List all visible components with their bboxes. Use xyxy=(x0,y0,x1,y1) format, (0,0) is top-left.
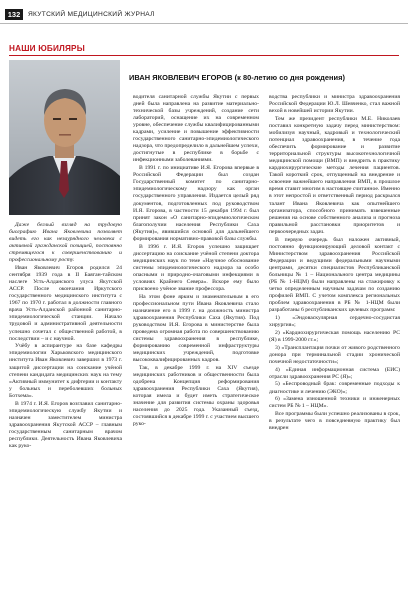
paragraph: Иван Яковлевич Егоров родился 24 сентября 1939 года в II Баяган-тайском наслеге Усть-Алданского улуса Якутской АССР. После окончания Иркутского государственного медицинского института с 1967 по 1970 г. работал в должности главного врача Усть-Алданской районной санитарно-эпидемиологической станции. Начало трудовой и административной деятельности успешно сочетал с общественной работой, в последствии – и с научной. xyxy=(9,265,122,342)
paragraph: В 1974 г. И.Я. Егоров возглавил санитарно-эпидемиологическую службу Якутии и назначен заместителем министра здравоохранения Якутской АССР – главным государственным санитарным врачом республики. Деятельность Ивана Яковлевича как руко- xyxy=(9,400,122,449)
text-column-3 xyxy=(269,94,400,586)
text-column-1 xyxy=(9,222,122,584)
paragraph: В первую очередь был наложен активный, постоянно функционирующий деловой контакт с Министерством здравоохранения Российской Федерации и ведущими федеральными научными центрами, десятки специалистов Республиканской больницы № 1 – Национального центра медицины (РБ № 1-НЦМ) были направлены на стажировку к четко определенным научным задачам по созданию профилей ВМП. С учетом комплекса региональных проблем здравоохранения в РБ № 1-НЦМ были разработаны 6 республиканских целевых программ: xyxy=(269,236,400,313)
journal-header xyxy=(0,0,408,24)
paragraph: Тем же президент республики М.Е. Николаев поставил конкретную задачу перед министерством: мобилизуя научный, кадровый и технологический потенциал здравоохранения, в течение года обеспечить формирование и развитие территориальной структуры высокотехнологичной медицинской помощи (ВМП) и внедрить в практику кардиохирургические методы лечения пациентов. Такой короткий срок, отпущенный на внедрение и освоение важнейшего направления ВМП, в прошлое время ставит многим в настоящее считанное. Именно в этот непростой и ответственный период раскрылся талант Ивана Яковлевича как опытнейшего организатора, способного принимать взвешенные решения на основе собственного анализа и прогноза правильной расстановки приоритетов и первоочередных задач. xyxy=(269,115,400,235)
list-item: 5) «Беспроводный брак: современные подходы к диагностике и лечению (ЭКО)»; xyxy=(269,381,400,395)
list-item: 3) «Трансплантация почки от живого родственного донора при терминальной стадии хронической почечной недостаточности»; xyxy=(269,344,400,365)
paragraph: Учёбу в аспирантуре на базе кафедры эпидемиологии Харьковского медицинского института Иван Яковлевич завершил в 1973 г. защитой диссертации на соискание учёной степени кандидата медицинских наук на тему «Активный иммунитет к дифтерии и контакту у больных и переболевших больных Ботхема». xyxy=(9,343,122,399)
paragraph: В 1996 г. И.Я. Егоров успешно защищает диссертацию на соискание учёной степени доктора медицинских наук по теме «Научное обоснование системы эпидемиологического надзора за особо опасными и природно-очаговыми инфекциями в условиях Крайнего Севера». Вскоре ему было присвоено учёное звание профессора. xyxy=(133,243,259,292)
journal-title: ЯКУТСКИЙ МЕДИЦИНСКИЙ ЖУРНАЛ xyxy=(28,11,155,18)
paragraph: водителя санитарной службы Якутии с первых дней была направлена на развитие материально-технической базы учреждений, создание сети лабораторий, оснащение их на современном уровне, обеспечение службы квалифицированными кадрами, усиление и повышение эффективности государственного санитарно-эпидемиологического надзора, что предопределило в дальнейшем успехи, достигнутые в республике в борьбе с инфекционными заболеваниями. xyxy=(133,94,259,164)
list-item: 2) «Кардиохирургическая помощь населению РС (Я) в 1999-2000 гг.»; xyxy=(269,329,400,343)
paragraph: На этом фоне ярким и знаменательным в его профессиональном пути Ивана Яковлевича стало назначение его в 1999 г. на должность министра здравоохранения Республики Саха (Якутия). Под руководством И.Я. Егорова в министерстве была проведена огромная работа по совершенствованию системы здравоохранения в республике, формированию современной инфраструктуры медицинских учреждений, подготовке высококвалифицированных кадров. xyxy=(133,293,259,364)
section-title: НАШИ ЮБИЛЯРЫ xyxy=(9,44,399,56)
paragraph: В 1991 г. по инициативе И.Я. Егорова впервые в Российской Федерации был создан Государственный комитет по санитарно-эпидемиологическому надзору как орган государственного управления. Издается целый ряд документов, подготовленных под руководством И.Я. Егорова, в частности 15 декабря 1994 г. был принят закон «О санитарно-эпидемиологическом благополучии населения Республики Саха (Якутия)», явившийся основой для дальнейшего формирования нормативно-правовой базы службы. xyxy=(133,165,259,242)
article-title: ИВАН ЯКОВЛЕВИЧ ЕГОРОВ (к 80-летию со дня рождения) xyxy=(129,73,345,82)
list-item: 1) «Эндоваскулярная сердечно-сосудистая хирургия»; xyxy=(269,314,400,328)
paragraph: Так, в декабре 1999 г. на XIV съезде медицинских работников и общественности была одобрена Концепция реформирования здравоохранения Республики Саха (Якутия), которая имела и будет иметь стратегическое значение для развития системы охраны здоровья населения до 2025 года. Указанный съезд, состоявшийся в декабре 1999 г. с участием высшего руко- xyxy=(133,364,259,428)
text-column-2 xyxy=(133,94,259,586)
paragraph: водства республики и министра здравоохранения Российской Федерации Ю.Л. Шевченко, стал важной вехой в новейшей истории Якутии. xyxy=(269,94,400,115)
list-item: 4) «Единая информационная система (ЕИС) отрасли здравоохранения РС (Я)»; xyxy=(269,366,400,380)
page-number: 132 xyxy=(5,9,23,20)
list-item: 6) «Замена изношенной техники и инженерных систем РБ № 1 – НЦМ». xyxy=(269,396,400,410)
paragraph: Все программы были успешно реализованы в срок, в результате чего в повседневную практику был внедрен xyxy=(269,411,400,432)
photo-caption: Даже беглый взгляд на трудовую биографию Ивана Яковлевича позволяет видеть его как незаурядного человека с активной гражданской позицией, постоянно стремящегося к совершенствованию и профессиональному росту. xyxy=(9,222,122,264)
portrait-photo xyxy=(9,60,120,215)
